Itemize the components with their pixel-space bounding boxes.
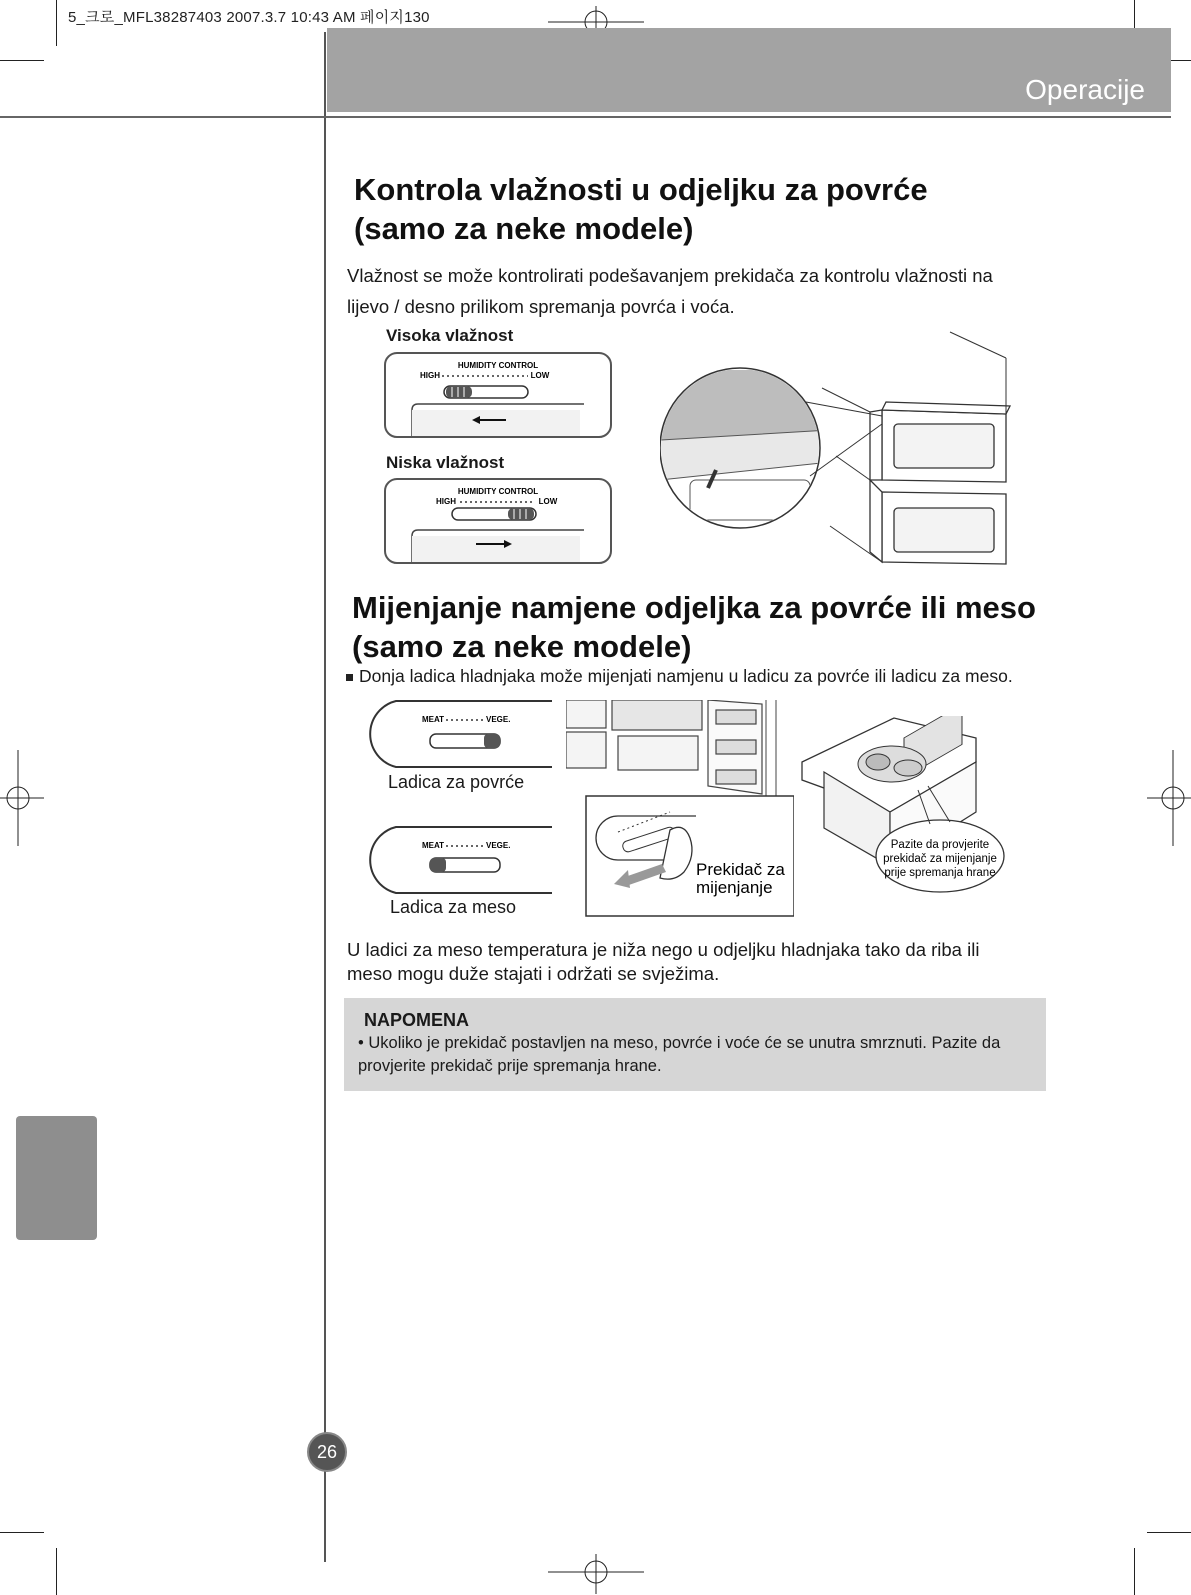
fridge-interior-illustration xyxy=(566,700,794,918)
humidity-control-title: HUMIDITY CONTROL xyxy=(457,361,539,370)
caption-vege-drawer: Ladica za povrće xyxy=(388,772,525,792)
low-humidity-label: Niska vlažnost xyxy=(386,453,505,472)
check-switch-line1: Pazite da provjerite xyxy=(890,839,990,851)
section1-title-line2: (samo za neke modele) xyxy=(354,211,694,246)
check-switch-line3: prije spremanja hrane xyxy=(884,867,996,879)
crisper-drawer-illustration xyxy=(660,330,1020,568)
section1-body-line2: lijevo / desno prilikom spremanja povrća i voća. xyxy=(347,296,735,317)
humidity-control-high-illustration xyxy=(384,352,612,438)
bullet-square-icon xyxy=(346,674,353,681)
caption-meat-drawer: Ladica za meso xyxy=(390,897,517,917)
registration-mark-icon xyxy=(0,750,44,846)
section-header-bar xyxy=(327,28,1171,112)
section2-bullet xyxy=(346,666,1013,687)
note-text: • Ukoliko je prekidač postavljen na meso, povrće i voće će se unutra smrznuti. Pazite da provjerite prekidač prije spremanja hrane. xyxy=(358,1034,1001,1075)
note-box xyxy=(344,998,1046,1091)
section2-title-line2: (samo za neke modele) xyxy=(352,629,692,664)
section2-body-line2: meso mogu duže stajati i održati se svježima. xyxy=(347,963,720,984)
switch-label-line2: mijenjanje xyxy=(696,878,773,897)
section1-title-line1: Kontrola vlažnosti u odjeljku za povrće xyxy=(354,172,928,207)
section2-title xyxy=(352,588,1036,666)
meat-vege-switch-vege-illustration xyxy=(360,700,554,770)
section2-title-line1: Mijenjanje namjene odjeljka za povrće ili meso xyxy=(352,590,1036,625)
chapter-side-tab xyxy=(16,1116,97,1240)
section1-body xyxy=(347,260,993,322)
humidity-high-text: HIGH xyxy=(436,497,456,506)
switch-vege-text: VEGE. xyxy=(486,715,511,724)
section2-body xyxy=(347,938,979,986)
section1-title xyxy=(354,170,928,248)
switch-vege-text: VEGE. xyxy=(486,841,511,850)
drawer-with-food-illustration xyxy=(800,716,1012,906)
check-switch-line2: prekidač za mijenjanje xyxy=(883,853,997,865)
margin-rule xyxy=(324,32,326,1562)
humidity-control-title: HUMIDITY CONTROL xyxy=(457,487,539,496)
section-label: Operacije xyxy=(1025,74,1145,105)
section2-body-line1: U ladici za meso temperatura je niža nego u odjeljku hladnjaka tako da riba ili xyxy=(347,939,980,960)
section1-body-line1: Vlažnost se može kontrolirati podešavanjem prekidača za kontrolu vlažnosti na xyxy=(347,265,993,286)
page-number: 26 xyxy=(307,1432,347,1472)
switch-meat-text: MEAT xyxy=(422,841,445,850)
registration-mark-icon xyxy=(1147,750,1191,846)
section2-bullet-text: Donja ladica hladnjaka može mijenjati namjenu u ladicu za povrće ili ladicu za meso. xyxy=(359,666,1013,686)
humidity-low-text: LOW xyxy=(530,371,550,380)
switch-label-line1: Prekidač za xyxy=(696,860,785,879)
switch-meat-text: MEAT xyxy=(422,715,445,724)
note-title: NAPOMENA xyxy=(364,1010,470,1030)
meat-vege-switch-meat-illustration xyxy=(360,826,554,896)
header-divider xyxy=(0,116,1171,118)
humidity-control-low-illustration xyxy=(384,478,612,564)
print-header: 5_크로_MFL38287403 2007.3.7 10:43 AM 페이지130 xyxy=(68,9,430,26)
registration-mark-icon xyxy=(548,1554,644,1594)
high-humidity-label: Visoka vlažnost xyxy=(386,326,514,345)
humidity-high-text: HIGH xyxy=(420,371,440,380)
humidity-low-text: LOW xyxy=(538,497,558,506)
